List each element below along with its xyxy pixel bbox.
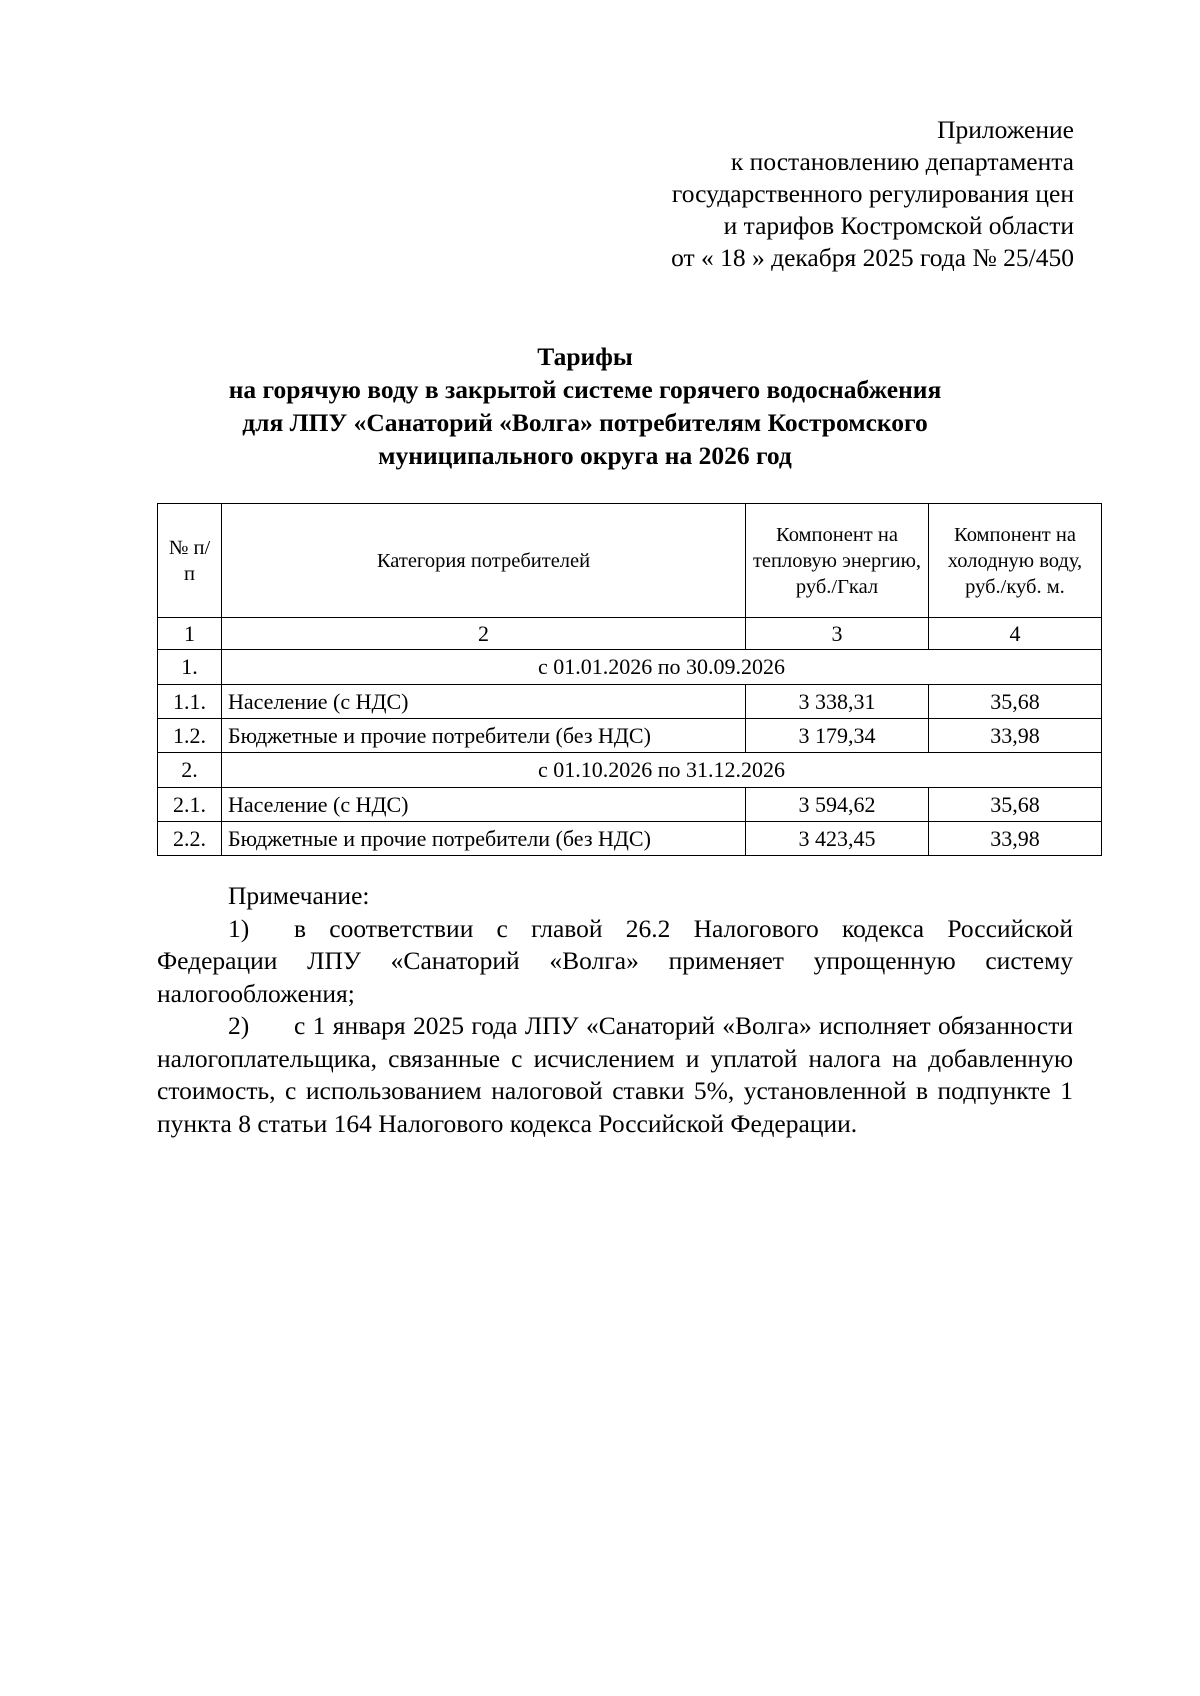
- note-item-marker: 2): [228, 1011, 250, 1040]
- row-category: Бюджетные и прочие потребители (без НДС): [222, 822, 746, 856]
- table-row: [158, 822, 1102, 856]
- table-header-row: [158, 504, 1102, 618]
- row-cold-value: 35,68: [929, 685, 1102, 719]
- row-category: Бюджетные и прочие потребители (без НДС): [222, 719, 746, 753]
- document-title: [150, 340, 1020, 472]
- period-label: с 01.01.2026 по 30.09.2026: [222, 650, 1102, 685]
- table-row: [158, 788, 1102, 822]
- column-number: 1: [158, 618, 222, 650]
- appendix-line: от « 18 » декабря 2025 года № 25/450: [671, 243, 1074, 272]
- column-number-row: [158, 618, 1102, 650]
- row-number: 2.2.: [158, 822, 222, 856]
- row-heat-value: 3 179,34: [746, 719, 929, 753]
- title-line: для ЛПУ «Санаторий «Волга» потребителям Костромского: [242, 408, 928, 437]
- row-category: Население (с НДС): [222, 685, 746, 719]
- tariff-table: [157, 503, 1102, 856]
- title-line: Тарифы: [537, 342, 633, 371]
- row-category: Население (с НДС): [222, 788, 746, 822]
- period-row: [158, 753, 1102, 788]
- row-number: 1.2.: [158, 719, 222, 753]
- column-number: 2: [222, 618, 746, 650]
- row-number: 1.1.: [158, 685, 222, 719]
- note-item-text: с 1 января 2025 года ЛПУ «Санаторий «Волга» исполняет обязанности налогоплательщика, связанные с исчислением и уплатой налога на добавленную стоимость, с использованием налоговой ставки 5%, установленной в подпункте 1 пункта 8 статьи 164 Налогового кодекса Российской Федерации.: [157, 1011, 1073, 1138]
- table-row: [158, 719, 1102, 753]
- column-number: 3: [746, 618, 929, 650]
- note-heading: Примечание:: [228, 881, 370, 910]
- period-number: 1.: [158, 650, 222, 685]
- appendix-block: [671, 114, 1074, 274]
- title-line: муниципального округа на 2026 год: [378, 441, 792, 470]
- header-number: № п/п: [158, 504, 222, 618]
- table-row: [158, 685, 1102, 719]
- appendix-line: Приложение: [937, 115, 1074, 144]
- row-cold-value: 33,98: [929, 822, 1102, 856]
- row-heat-value: 3 594,62: [746, 788, 929, 822]
- note-block: [157, 880, 1073, 1140]
- appendix-line: государственного регулирования цен: [671, 179, 1074, 208]
- note-item: [157, 913, 1073, 1011]
- row-number: 2.1.: [158, 788, 222, 822]
- row-heat-value: 3 338,31: [746, 685, 929, 719]
- note-item: [157, 1010, 1073, 1140]
- period-label: с 01.10.2026 по 31.12.2026: [222, 753, 1102, 788]
- header-cold-component: Компонент на холодную воду, руб./куб. м.: [929, 504, 1102, 618]
- period-row: [158, 650, 1102, 685]
- row-heat-value: 3 423,45: [746, 822, 929, 856]
- appendix-line: и тарифов Костромской области: [723, 211, 1074, 240]
- appendix-line: к постановлению департамента: [730, 147, 1074, 176]
- row-cold-value: 33,98: [929, 719, 1102, 753]
- header-category: Категория потребителей: [222, 504, 746, 618]
- note-item-marker: 1): [228, 913, 250, 943]
- period-number: 2.: [158, 753, 222, 788]
- column-number: 4: [929, 618, 1102, 650]
- row-cold-value: 35,68: [929, 788, 1102, 822]
- title-line: на горячую воду в закрытой системе горячего водоснабжения: [228, 375, 942, 404]
- header-heat-component: Компонент на тепловую энергию, руб./Гкал: [746, 504, 929, 618]
- note-item-text: в соответствии с главой 26.2 Налогового кодекса Российской Федерации ЛПУ «Санаторий «Волга» применяет упрощенную систему налогообложения;: [157, 913, 1073, 1008]
